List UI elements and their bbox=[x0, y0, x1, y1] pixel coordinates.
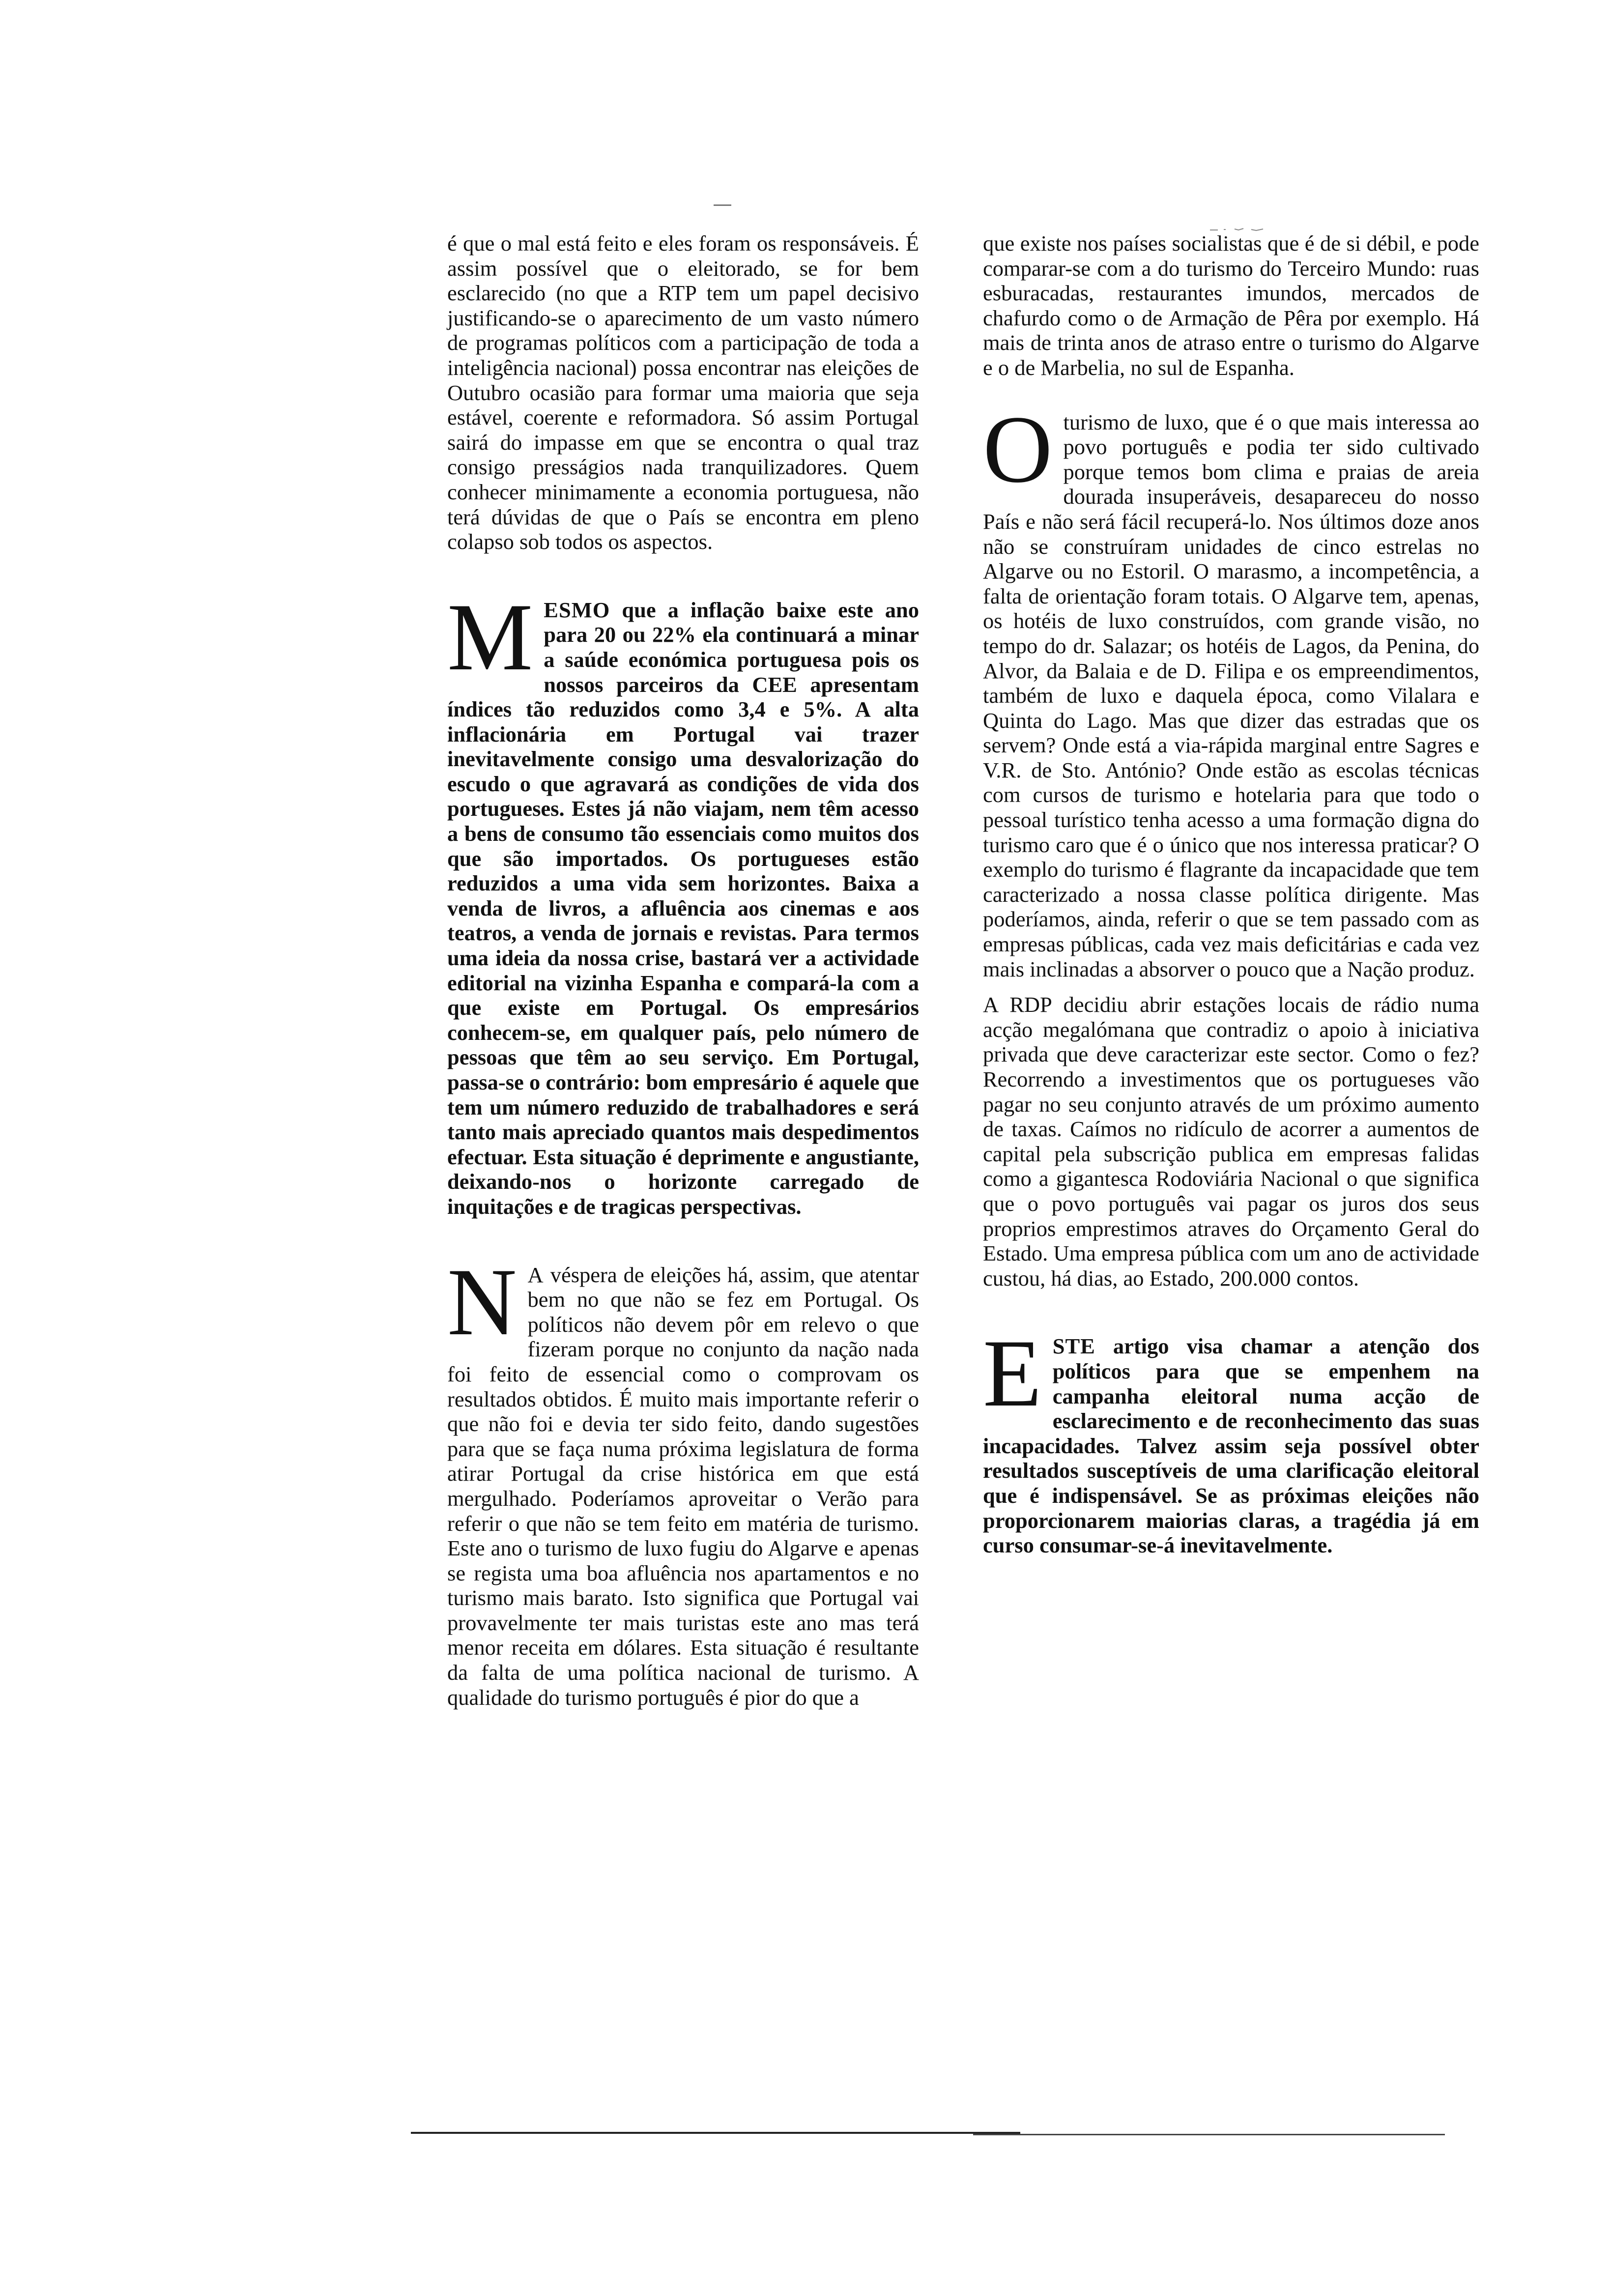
right-paragraph-3: A RDP decidiu abrir estações locais de rádio numa acção megalómana que contradiz o apoio à iniciativa privada que deve caracterizar este sector. Como o fez? Recorrendo a investimentos que os portugueses vão pagar no seu conjunto através de um próximo aumento de taxas. Caímos no ridículo de acorrer a aumentos de capital pela subscrição publica em empresas falidas como a gigantesca Rodoviária Nacional o que significa que o povo português vai pagar os juros dos seus proprios emprestimos atraves do Orçamento Geral do Estado. Uma empresa pública com um ano de actividade custou, há dias, ao Estado, 200.000 contos. bbox=[983, 992, 1479, 1291]
right-column bbox=[983, 231, 1479, 1558]
dropcap-e: E bbox=[983, 1320, 1042, 1427]
right-paragraph-2 bbox=[983, 396, 1479, 982]
left-column bbox=[447, 231, 919, 1710]
left-paragraph-2 bbox=[447, 583, 919, 1219]
paragraph-body: que a inflação baixe este ano para 20 ou 22% ela continuará a minar a saúde económica portuguesa pois os nossos parceiros da CEE apresentam índices tão reduzidos como 3,4 e 5%. A alta inflacionária em Portugal vai trazer inevitavelmente consigo uma desvalorização do escudo o que agravará as condições de vida dos portugueses. Estes já não viajam, nem têm acesso a bens de consumo tão essenciais como muitos dos que são importados. Os portugueses estão reduzidos a uma vida sem horizontes. Baixa a venda de livros, a afluência aos cinemas e aos teatros, a venda de jornais e revistas. Para termos uma ideia da nossa crise, bastará ver a actividade editorial na vizinha Espanha e compará-la com a que existe em Portugal. Os empresários conhecem-se, em qualquer país, pelo número de pessoas que têm ao seu serviço. Em Portugal, passa-se o contrário: bom empresário é aquele que tem um número reduzido de trabalhadores e será tanto mais apreciado quantos mais despedimentos efectuar. Esta situação é deprimente e angustiante, deixando-nos o horizonte carregado de inquitações e de tragicas perspectivas. bbox=[447, 597, 919, 1219]
right-paragraph-4 bbox=[983, 1320, 1479, 1558]
paragraph-body: turismo de luxo, que é o que mais interessa ao povo português e podia ter sido cultivado porque temos bom clima e praias de areia dourada insuperáveis, desapareceu do nosso País e não será fácil recuperá-lo. Nos últimos doze anos não se construíram unidades de cinco estrelas no Algarve ou no Estoril. O marasmo, a incompetência, a falta de orientação foram totais. O Algarve tem, apenas, os hotéis de luxo construídos, com grande visão, no tempo do dr. Salazar; os hotéis de Lagos, da Penina, do Alvor, da Balaia e de D. Filipa e os empreendimentos, também de luxo e daquela época, como Vilalara e Quinta do Lago. Mas que dizer das estradas que os servem? Onde está a via-rápida marginal entre Sagres e V.R. de Sto. António? Onde estão as escolas técnicas com cursos de turismo e hotelaria para que todo o pessoal turístico tenha acesso a uma formação digna do turismo caro que é o único que nos interessa praticar? O exemplo do turismo é flagrante da incapacidade que tem caracterizado a nossa classe política dirigente. Mas poderíamos, ainda, referir o que se tem passado com as empresas públicas, cada vez mais deficitárias e cada vez mais inclinadas a absorver o pouco que a Nação produz. bbox=[983, 409, 1479, 981]
top-mark bbox=[714, 204, 731, 206]
left-paragraph-3 bbox=[447, 1248, 919, 1710]
bottom-rule bbox=[411, 2132, 1020, 2134]
left-paragraph-1: é que o mal está feito e eles foram os responsáveis. É assim possível que o eleitorado, se for bem esclarecido (no que a RTP tem um papel decisivo justificando-se o aparecimento de um vasto número de programas políticos com a participação de toda a inteligência nacional) possa encontrar nas eleições de Outubro ocasião para formar uma maioria que seja estável, coerente e reformadora. Só assim Portugal sairá do impasse em que se encontra o qual traz consigo presságios nada tranquilizadores. Quem conhecer minimamente a economia portuguesa, não terá dúvidas de que o País se encontra em pleno colapso sob todos os aspectos. bbox=[447, 231, 919, 554]
lead-caps: A bbox=[527, 1262, 544, 1287]
right-paragraph-1: que existe nos países socialistas que é de si débil, e pode comparar-se com a do turismo do Terceiro Mundo: ruas esburacadas, restaurantes imundos, mercados de chafurdo como o de Armação de Pêra por exemplo. Há mais de trinta anos de atraso entre o turismo do Algarve e o de Marbelia, no sul de Espanha. bbox=[983, 231, 1479, 380]
paragraph-body: véspera de eleições há, assim, que atentar bem no que não se fez em Portugal. Os políticos não devem pôr em relevo o que fizeram porque no conjunto da nação nada foi feito de essencial como o comprovam os resultados obtidos. É muito mais importante referir o que não foi e devia ter sido feito, dando sugestões para que se faça numa próxima legislatura de forma atirar Portugal da crise histórica em que está mergulhado. Poderíamos aproveitar o Verão para referir o que não se tem feito em matéria de turismo. Este ano o turismo de luxo fugiu do Algarve e apenas se regista uma boa afluência nos apartamentos e no turismo mais barato. Isto significa que Portugal vai provavelmente ter mais turistas este ano mas terá menor receita em dólares. Esta situação é resultante da falta de uma política nacional de turismo. A qualidade do turismo português é pior do que a bbox=[447, 1262, 919, 1710]
dropcap-m: M bbox=[447, 583, 533, 690]
paragraph-body: artigo visa chamar a atenção dos políticos para que se empenhem na campanha eleitoral numa acção de esclarecimento e de reconhecimento das suas incapacidades. Talvez assim seja possível obter resultados susceptíveis de uma clarificação eleitoral que é indispensável. Se as próximas eleições não proporcionarem maiorias claras, a tragédia já em curso consumar-se-á inevitavelmente. bbox=[983, 1334, 1479, 1558]
lead-caps: ESMO bbox=[544, 597, 610, 622]
lead-caps: STE bbox=[1052, 1334, 1095, 1359]
dropcap-n: N bbox=[447, 1248, 517, 1355]
bottom-rule-right bbox=[973, 2134, 1445, 2135]
dropcap-o: O bbox=[983, 396, 1053, 503]
